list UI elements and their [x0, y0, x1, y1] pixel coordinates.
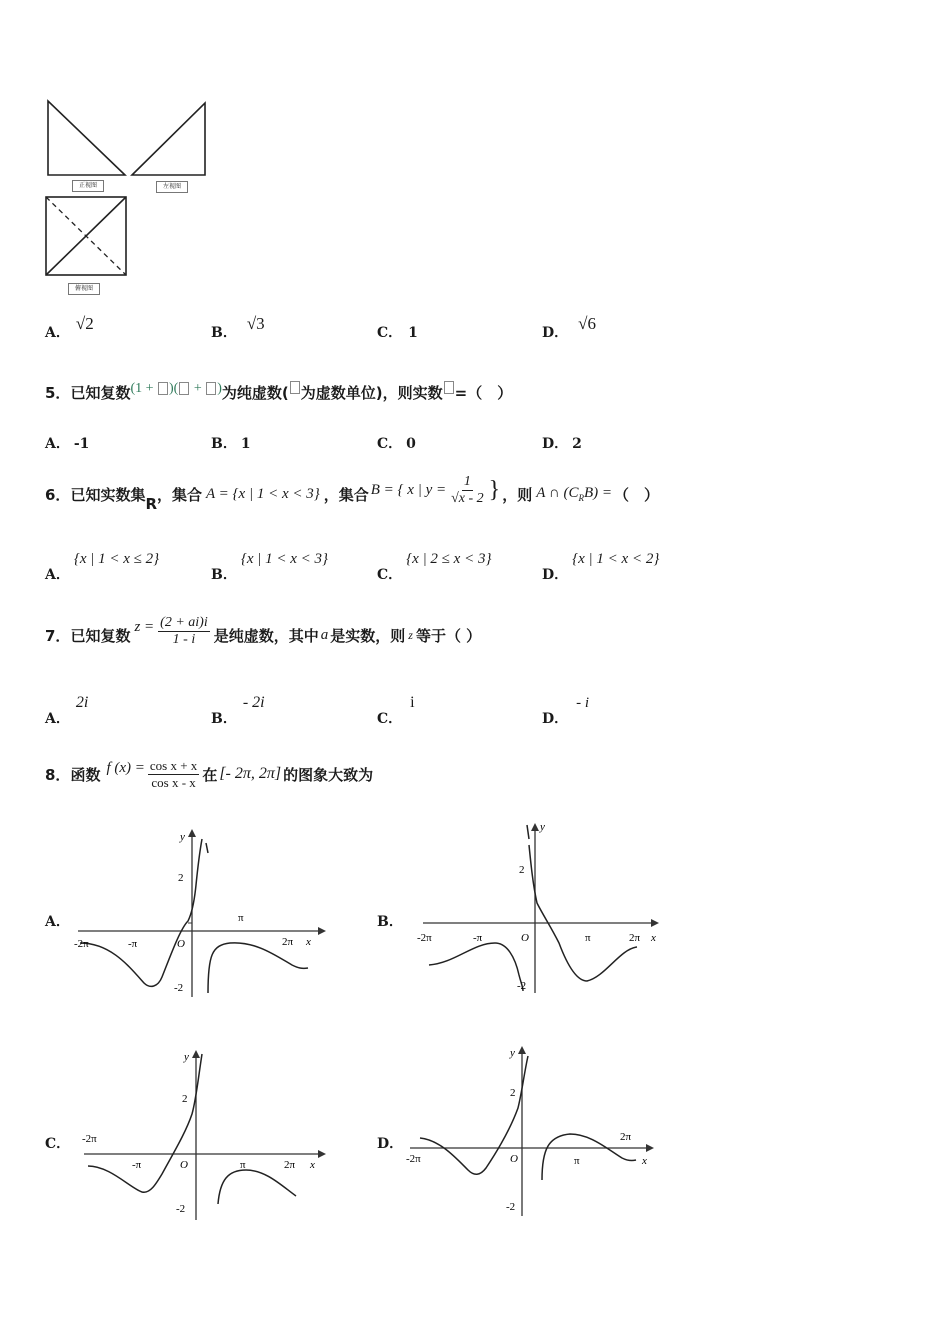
q7-number: 7． — [45, 626, 71, 645]
label-neg2: -2 — [174, 982, 184, 994]
graph-a[interactable] — [70, 825, 330, 1005]
label-y: y — [540, 821, 545, 833]
label-2: 2 — [519, 864, 525, 876]
q5-number: 5． — [45, 384, 71, 402]
x-axis-arrow-icon — [318, 927, 326, 935]
q6-number: 6． — [45, 485, 71, 504]
label-neg-2pi: -2π — [74, 938, 89, 950]
q6-option-d[interactable]: D．{x | 1 < x < 2} — [542, 551, 660, 583]
side-view-label: 左视图 — [156, 181, 188, 193]
side-view-triangle — [132, 103, 205, 175]
q8-number: 8． — [45, 765, 71, 784]
q5-option-b[interactable]: B． 1 — [211, 436, 251, 452]
curve-right — [208, 943, 308, 993]
x-axis-arrow-icon — [646, 1144, 654, 1152]
y-axis-arrow-icon — [188, 829, 196, 837]
label-neg2: -2 — [176, 1203, 186, 1215]
curve-left — [429, 943, 523, 991]
graph-d[interactable] — [400, 1040, 660, 1220]
label-2pi: 2π — [282, 936, 294, 948]
q8-option-b[interactable]: B． — [377, 914, 403, 930]
curve-left — [80, 839, 202, 986]
curve-right — [529, 845, 637, 981]
placeholder-box-icon — [158, 382, 168, 395]
label-O: O — [177, 938, 185, 950]
label-neg2pi: -2π — [406, 1153, 421, 1165]
q8-stem: 8． 函数 f (x) = $\frac{\text{cos x + x}}{\text{cos x - x}}$ 在 [- 2π, 2π] 的图象大致为 — [45, 757, 374, 790]
q4-option-a[interactable]: A． √2 — [45, 314, 94, 341]
curve-left — [88, 1054, 202, 1192]
label-neg-pi: -π — [473, 932, 483, 944]
y-axis-arrow-icon — [531, 823, 539, 831]
label-neg2: -2 — [506, 1201, 516, 1213]
label-2: 2 — [178, 872, 184, 884]
label-2pi: 2π — [629, 932, 641, 944]
q5-option-c[interactable]: C． 0 — [377, 436, 416, 452]
label-x: x — [306, 936, 311, 948]
label-O: O — [521, 932, 529, 944]
q4-option-b[interactable]: B． √3 — [211, 314, 265, 341]
x-axis-arrow-icon — [318, 1150, 326, 1158]
label-pi: π — [238, 912, 244, 924]
q5-option-a[interactable]: A． -1 — [45, 436, 90, 452]
label-neg-2pi: -2π — [417, 932, 432, 944]
placeholder-box-icon — [206, 382, 216, 395]
q6-option-c[interactable]: C．{x | 2 ≤ x < 3} — [377, 551, 492, 583]
three-view-figure — [40, 95, 220, 305]
q7-option-d[interactable]: D．- i — [542, 695, 590, 727]
q8-option-c[interactable]: C． — [45, 1136, 71, 1152]
q5-option-d[interactable]: D． 2 — [542, 436, 582, 452]
asymptote-line — [206, 843, 208, 853]
q6-stem: 6． 已知实数集 R ，集合 A = {x | 1 < x < 3} ，集合 B = { x | y = $\frac{1}{√x - 2}$ } ，则 A ∩ $(C_RB)$ = （ ） — [45, 473, 659, 513]
q7-option-c[interactable]: C．i — [377, 694, 415, 727]
label-neg-pi: -π — [132, 1159, 142, 1171]
front-view-triangle — [48, 101, 125, 175]
q4-option-d[interactable]: D． √6 — [542, 314, 596, 341]
graph-c[interactable] — [70, 1040, 330, 1225]
q4-option-c[interactable]: C． 1 — [377, 325, 418, 341]
label-neg-pi: -π — [128, 938, 138, 950]
front-view-label: 正视图 — [72, 180, 104, 192]
q7-option-a[interactable]: A．2i — [45, 694, 89, 727]
placeholder-box-icon — [444, 381, 454, 394]
y-axis-arrow-icon — [192, 1050, 200, 1058]
label-2: 2 — [182, 1093, 188, 1105]
label-2: 2 — [510, 1087, 516, 1099]
y-axis-arrow-icon — [518, 1046, 526, 1054]
q6-option-a[interactable]: A．{x | 1 < x ≤ 2} — [45, 551, 160, 583]
placeholder-box-icon — [179, 382, 189, 395]
label-x: x — [642, 1155, 647, 1167]
label-2pi: 2π — [284, 1159, 296, 1171]
q7-stem: 7． 已知复数 z = $\frac{(2 + ai)i}{1 - i}$ 是纯虚数，其中 a 是实数，则 z 等于（ ） — [45, 614, 482, 647]
label-O: O — [180, 1159, 188, 1171]
q7-option-b[interactable]: B．- 2i — [211, 694, 265, 727]
label-2pi: 2π — [620, 1131, 632, 1143]
q6-option-b[interactable]: B．{x | 1 < x < 3} — [211, 551, 329, 583]
label-O: O — [510, 1153, 518, 1165]
q5-stem: 5．已知复数(1 + )( + )为纯虚数( 为虚数单位)，则实数 =（ ） — [45, 381, 513, 402]
top-view-label: 俯视图 — [68, 283, 100, 295]
label-pi: π — [585, 932, 591, 944]
curve-right — [218, 1170, 296, 1204]
label-pi: π — [574, 1155, 580, 1167]
asymptote-line — [527, 825, 529, 839]
label-x: x — [651, 932, 656, 944]
label-y: y — [180, 831, 185, 843]
label-neg2: -2 — [517, 980, 527, 992]
label-x: x — [310, 1159, 315, 1171]
label-pi: π — [240, 1159, 246, 1171]
q8-option-d[interactable]: D． — [377, 1136, 404, 1152]
placeholder-box-icon — [290, 381, 300, 394]
label-y: y — [184, 1051, 189, 1063]
q8-option-a[interactable]: A． — [45, 914, 70, 930]
x-axis-arrow-icon — [651, 919, 659, 927]
label-y: y — [510, 1047, 515, 1059]
graph-b[interactable] — [415, 815, 665, 1000]
label-neg-2pi: -2π — [82, 1133, 97, 1145]
